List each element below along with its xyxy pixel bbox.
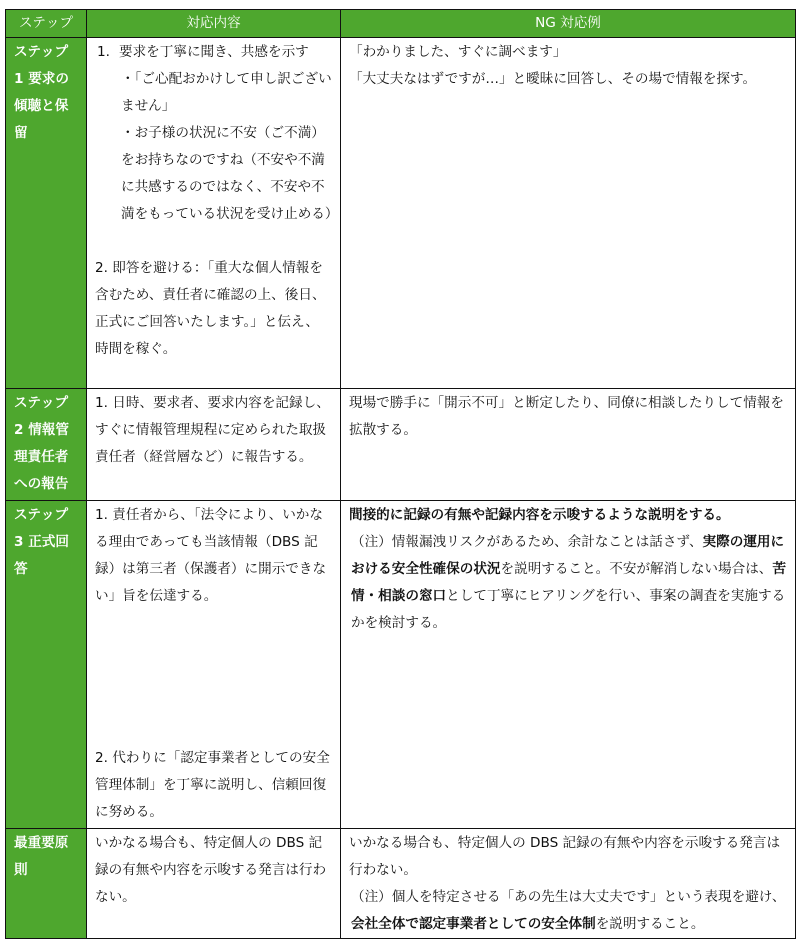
ng-bold-lead: 間接的に記録の有無や記録内容を示唆するような説明をする。 — [349, 507, 730, 523]
table-row-step1 — [6, 38, 796, 389]
response-guide-table — [5, 9, 796, 939]
item-2: 2. 即答を避ける：「重大な個人情報を含むため、責任者に確認の上、後日、正式にご回答いたします。」と伝え、時間を稼ぐ。 — [95, 260, 326, 357]
header-ng-example: NG 対応例 — [341, 10, 796, 38]
ng-line: 「わかりました、すぐに調べます」 — [349, 44, 567, 60]
item-1: 1. 日時、要求者、要求内容を記録し、すぐに情報管理規程に定められた取扱責任者（経営層など）に報告する。 — [95, 395, 330, 465]
ng-line: 現場で勝手に「開示不可」と断定したり、同僚に相談したりして情報を拡散する。 — [349, 395, 784, 438]
ng-note: （注）情報漏洩リスクがあるため、余計なことは話さず、実際の運用における安全性確保の状況を説明すること。不安が解消しない場合は、苦情・相談の窓口として丁寧にヒアリングを行い、事案の調査を実施するかを検討する。 — [351, 534, 786, 631]
ng-line: いかなる場合も、特定個人の DBS 記録の有無や内容を示唆する発言は行わない。 — [349, 835, 781, 878]
ng-example — [341, 829, 796, 939]
step-label: ステップ 1 要求の傾聴と保留 — [6, 38, 87, 389]
table-row-step2 — [6, 389, 796, 501]
item-number: 1. — [97, 44, 110, 60]
header-row — [6, 10, 796, 38]
header-content: 対応内容 — [87, 10, 341, 38]
response-content — [87, 389, 341, 501]
sub-item-empathy: ・お子様の状況に不安（ご不満）をお持ちなのですね（不安や不満に共感するのではなく、不安や不満をもっている状況を受け止める） — [121, 125, 339, 222]
ng-example — [341, 389, 796, 501]
item-2: 2. 代わりに「認定事業者としての安全管理体制」を丁寧に説明し、信頼回復に努める。 — [95, 750, 330, 820]
item-1: 1. 要求を丁寧に聞き、共感を示す — [95, 39, 332, 66]
principle-text: いかなる場合も、特定個人の DBS 記録の有無や内容を示唆する発言は行わない。 — [95, 835, 327, 905]
ng-example — [341, 501, 796, 829]
ng-note: （注）個人を特定させる「あの先生は大丈夫です」という表現を避け、会社全体で認定事業者としての安全体制を説明すること。 — [351, 889, 786, 932]
ng-line: 「大丈夫なはずですが…」と曖昧に回答し、その場で情報を探す。 — [349, 71, 757, 87]
step-label: 最重要原則 — [6, 829, 87, 939]
response-content — [87, 501, 341, 829]
sub-item-apology: ・「ご心配おかけして申し訳ございません」 — [121, 71, 332, 114]
header-step: ステップ — [6, 10, 87, 38]
item-1: 1. 責任者から、「法令により、いかなる理由であっても当該情報（DBS 記録）は第三者（保護者）に開示できない」旨を伝達する。 — [95, 507, 327, 604]
response-content — [87, 829, 341, 939]
table-row-step3 — [6, 501, 796, 829]
ng-example — [341, 38, 796, 389]
response-content — [87, 38, 341, 389]
step-label: ステップ 3 正式回答 — [6, 501, 87, 829]
table-row-principle — [6, 829, 796, 939]
step-label: ステップ 2 情報管理責任者への報告 — [6, 389, 87, 501]
